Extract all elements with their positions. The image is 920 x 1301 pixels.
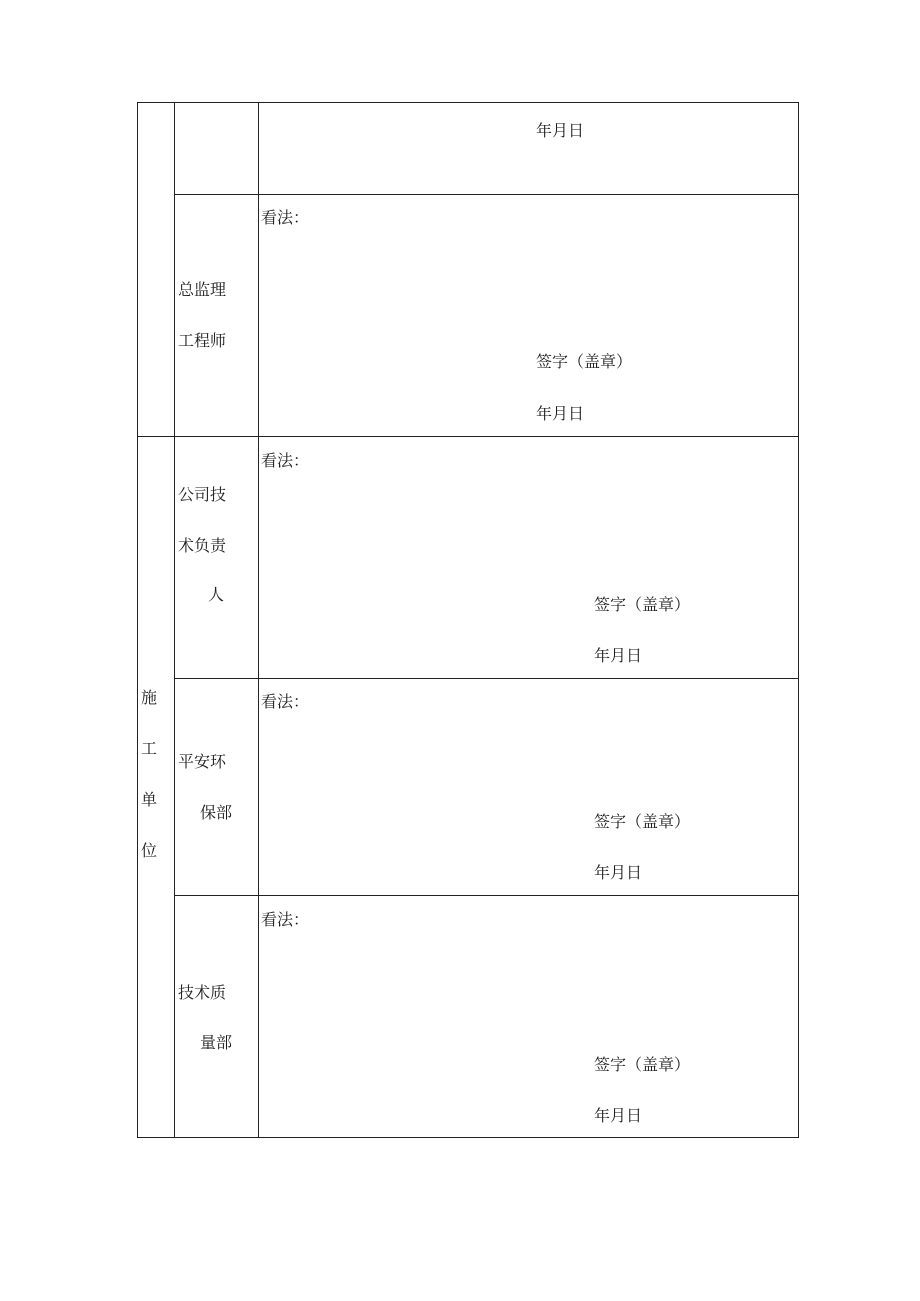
contractor-group-label-char-1: 施	[141, 688, 158, 707]
contractor-group-label-char-4: 位	[141, 841, 158, 860]
contractor-group-label-char-2: 工	[141, 739, 158, 758]
tech-quality-dept-role-line-1: 技术质	[178, 983, 227, 1002]
chief-supervisor-date-label: 年月日	[536, 404, 585, 423]
column-divider-1	[174, 103, 175, 1137]
company-tech-lead-signature-label: 签字（盖章）	[594, 595, 691, 614]
chief-supervisor-role-line-1: 总监理	[178, 280, 227, 299]
chief-supervisor-role-line-2: 工程师	[178, 331, 227, 350]
company-tech-lead-role-line-3: 人	[208, 585, 225, 604]
chief-supervisor-signature-label: 签字（盖章）	[536, 352, 633, 371]
company-tech-lead-date-label: 年月日	[594, 646, 643, 665]
contractor-group-label-char-3: 单	[141, 790, 158, 809]
company-tech-lead-opinion-label: 看法：	[261, 451, 310, 470]
safety-env-dept-opinion-label: 看法：	[261, 692, 310, 711]
company-tech-lead-role-line-2: 术负责	[178, 536, 227, 555]
approval-form-table	[137, 102, 799, 1138]
tech-quality-dept-role-line-2: 量部	[200, 1033, 233, 1052]
tech-quality-dept-signature-label: 签字（盖章）	[594, 1055, 691, 1074]
section-divider	[138, 436, 798, 437]
row-1-date-label: 年月日	[536, 121, 585, 140]
row-divider-1	[174, 194, 798, 195]
safety-env-dept-role-line-1: 平安环	[178, 752, 227, 771]
row-divider-2	[174, 678, 798, 679]
chief-supervisor-opinion-label: 看法：	[261, 208, 310, 227]
company-tech-lead-role-line-1: 公司技	[178, 485, 227, 504]
tech-quality-dept-opinion-label: 看法：	[261, 910, 310, 929]
safety-env-dept-date-label: 年月日	[594, 863, 643, 882]
safety-env-dept-role-line-2: 保部	[200, 803, 233, 822]
row-divider-3	[174, 895, 798, 896]
safety-env-dept-signature-label: 签字（盖章）	[594, 812, 691, 831]
column-divider-2	[258, 103, 259, 1137]
tech-quality-dept-date-label: 年月日	[594, 1106, 643, 1125]
